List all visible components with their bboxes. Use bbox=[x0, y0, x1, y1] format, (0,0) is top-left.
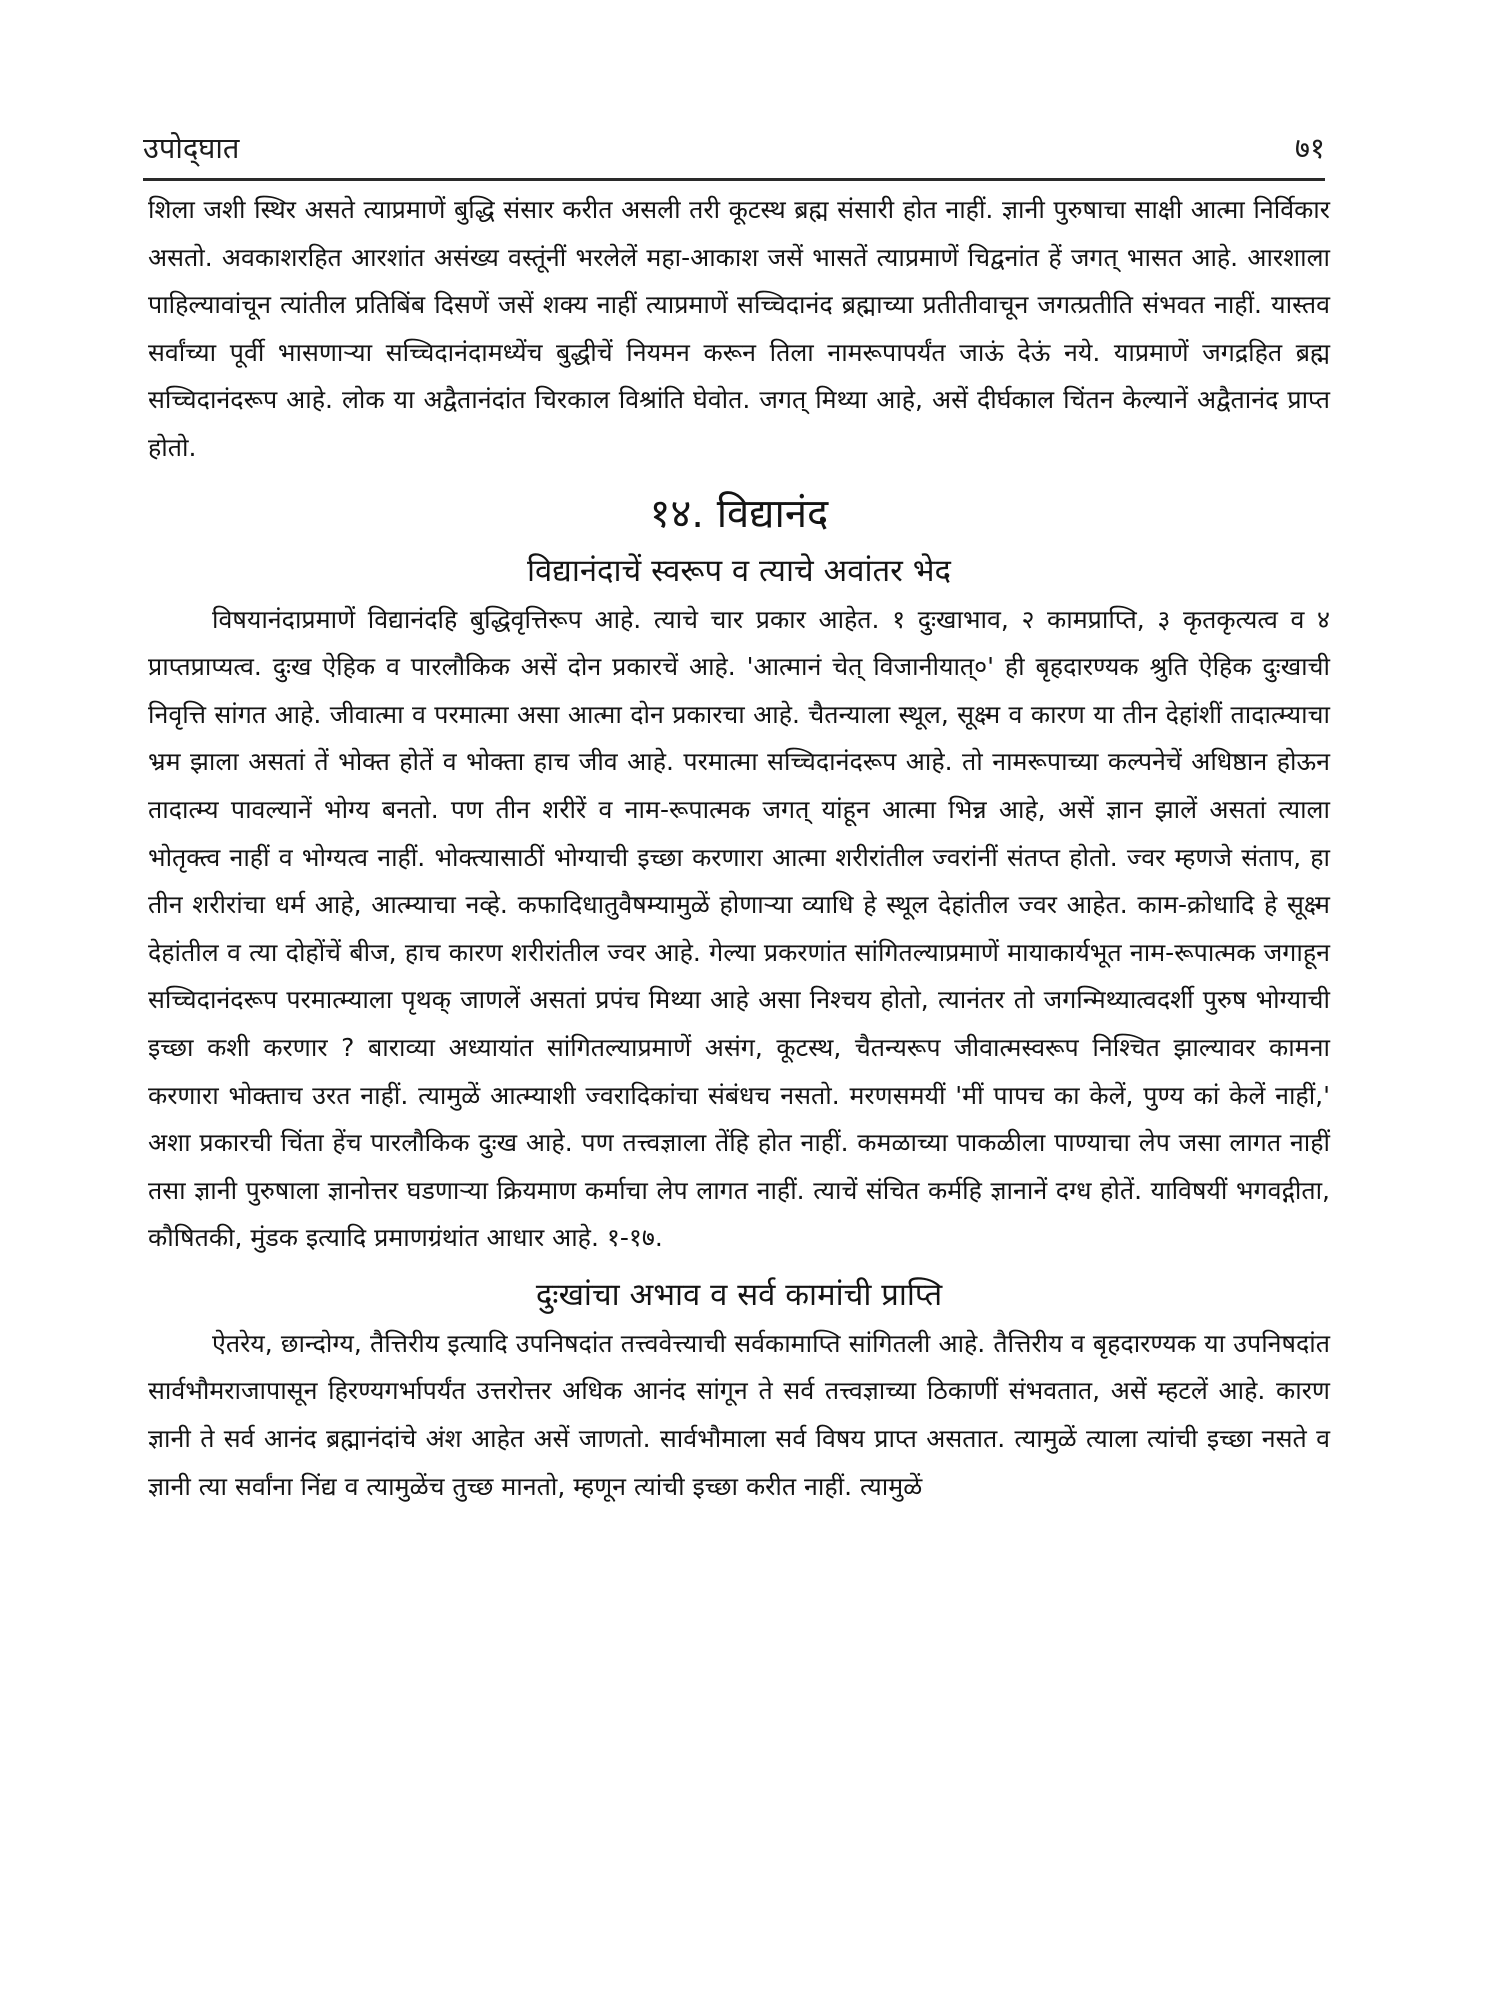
subsection-title: विद्यानंदाचें स्वरूप व त्याचे अवांतर भेद bbox=[527, 552, 951, 589]
page-body bbox=[148, 186, 1330, 1510]
intro-paragraph: शिला जशी स्थिर असते त्याप्रमाणें बुद्धि संसार करीत असली तरी कूटस्थ ब्रह्म संसारी होत नाहीं. ज्ञानी पुरुषाचा साक्षी आत्मा निर्विकार असतो. अवकाशरहित आरशांत असंख्य वस्तूंनीं भरलेलें महा-आकाश जसें भासतें त्याप्रमाणें चिद्वनांत हें जगत् भासत आहे. आरशाला पाहिल्यावांचून त्यांतील प्रतिबिंब दिसणें जसें शक्य नाहीं त्याप्रमाणें सच्चिदानंद ब्रह्माच्या प्रतीतीवाचून जगत्प्रतीति संभवत नाहीं. यास्तव सर्वांच्या पूर्वी भासणाऱ्या सच्चिदानंदामध्येंच बुद्धीचें नियमन करून तिला नामरूपापर्यंत जाऊं देऊं नये. याप्रमाणें जगद्रहित ब्रह्म सच्चिदानंदरूप आहे. लोक या अद्वैतानंदांत चिरकाल विश्रांति घेवोत. जगत् मिथ्या आहे, असें दीर्घकाल चिंतन केल्यानें अद्वैतानंद प्राप्त होतो. bbox=[148, 195, 1330, 462]
section-title: १४. विद्यानंद bbox=[649, 490, 829, 537]
header-rule bbox=[143, 178, 1325, 181]
section-paragraph: ऐतरेय, छान्दोग्य, तैत्तिरीय इत्यादि उपनिषदांत तत्त्ववेत्त्याची सर्वकामाप्ति सांगितली आहे. तैत्तिरीय व बृहदारण्यक या उपनिषदांत सार्वभौमराजापासून हिरण्यगर्भापर्यंत उत्तरोत्तर अधिक आनंद सांगून ते सर्व तत्त्वज्ञाच्या ठिकाणीं संभवतात, असें म्हटलें आहे. कारण ज्ञानी ते सर्व आनंद ब्रह्मानंदांचे अंश आहेत असें जाणतो. सार्वभौमाला सर्व विषय प्राप्त असतात. त्यामुळें त्याला त्यांची इच्छा नसते व ज्ञानी त्या सर्वांना निंद्य व त्यामुळेंच तुच्छ मानतो, म्हणून त्यांची इच्छा करीत नाहीं. त्यामुळें bbox=[148, 1328, 1330, 1501]
running-header bbox=[143, 128, 1325, 174]
section-paragraph: विषयानंदाप्रमाणें विद्यानंदहि बुद्धिवृत्तिरूप आहे. त्याचे चार प्रकार आहेत. १ दुःखाभाव, २ कामप्राप्ति, ३ कृतकृत्यत्व व ४ प्राप्तप्राप्यत्व. दुःख ऐहिक व पारलौकिक असें दोन प्रकारचें आहे. 'आत्मानं चेत् विजानीयात्०' ही बृहदारण्यक श्रुति ऐहिक दुःखाची निवृत्ति सांगत आहे. जीवात्मा व परमात्मा असा आत्मा दोन प्रकारचा आहे. चैतन्याला स्थूल, सूक्ष्म व कारण या तीन देहांशीं तादात्म्याचा भ्रम झाला असतां तें भोक्त होतें व भोक्ता हाच जीव आहे. परमात्मा सच्चिदानंदरूप आहे. तो नामरूपाच्या कल्पनेचें अधिष्ठान होऊन तादात्म्य पावल्यानें भोग्य बनतो. पण तीन शरीरें व नाम-रूपात्मक जगत् यांहून आत्मा भिन्न आहे, असें ज्ञान झालें असतां त्याला भोतृक्त्व नाहीं व भोग्यत्व नाहीं. भोक्त्यासाठीं भोग्याची इच्छा करणारा आत्मा शरीरांतील ज्वरांनीं संतप्त होतो. ज्वर म्हणजे संताप, हा तीन शरीरांचा धर्म आहे, आत्म्याचा नव्हे. कफादिधातुवैषम्यामुळें होणाऱ्या व्याधि हे स्थूल देहांतील ज्वर आहेत. काम-क्रोधादि हे सूक्ष्म देहांतील व त्या दोहोंचें बीज, हाच कारण शरीरांतील ज्वर आहे. गेल्या प्रकरणांत सांगितल्याप्रमाणें मायाकार्यभूत नाम-रूपात्मक जगाहून सच्चिदानंदरूप परमात्म्याला पृथक् जाणलें असतां प्रपंच मिथ्या आहे असा निश्चय होतो, त्यानंतर तो जगन्मिथ्यात्वदर्शी पुरुष भोग्याची इच्छा कशी करणार ? बाराव्या अध्यायांत सांगितल्याप्रमाणें असंग, कूटस्थ, चैतन्यरूप जीवात्मस्वरूप निश्चित झाल्यावर कामना करणारा भोक्ताच उरत नाहीं. त्यामुळें आत्म्याशी ज्वरादिकांचा संबंधच नसतो. मरणसमयीं 'मीं पापच का केलें, पुण्य कां केलें नाहीं,' अशा प्रकारची चिंता हेंच पारलौकिक दुःख आहे. पण तत्त्वज्ञाला तेंहि होत नाहीं. कमळाच्या पाकळीला पाण्याचा लेप जसा लागत नाहीं तसा ज्ञानी पुरुषाला ज्ञानोत्तर घडणाऱ्या क्रियमाण कर्माचा लेप लागत नाहीं. त्याचें संचित कर्महि ज्ञानानें दग्ध होतें. याविषयीं भगवद्गीता, कौषितकी, मुंडक इत्यादि प्रमाणग्रंथांत आधार आहे. १-१७. bbox=[148, 604, 1330, 1253]
running-header-title: उपोद्‍घात bbox=[143, 131, 240, 165]
page-number: ७१ bbox=[1294, 131, 1325, 165]
subsection-title: दुःखांचा अभाव व सर्व कामांची प्राप्ति bbox=[535, 1276, 943, 1313]
